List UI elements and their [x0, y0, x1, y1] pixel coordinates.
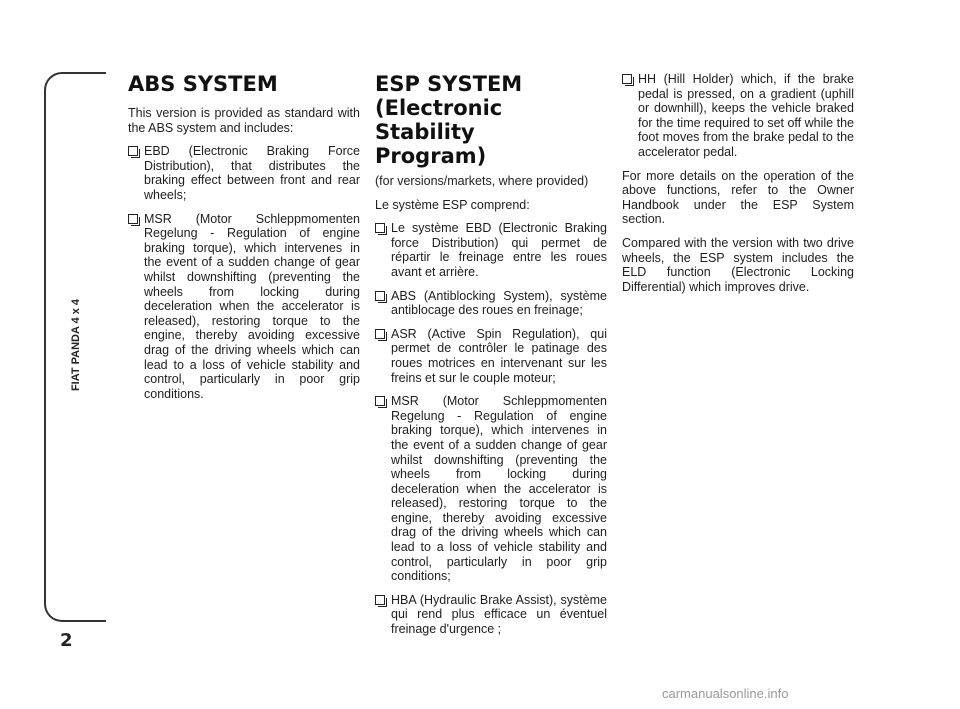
list-item: [128, 212, 360, 402]
list-item-text: HH (Hill Holder) which, if the brake pedal is pressed, on a gradient (uphill or downhill), keeps the vehicle braked for the time required to set off while the foot moves from the brake pedal to the accelerator pedal.: [638, 72, 854, 159]
checkbox-bullet-icon: [622, 74, 632, 84]
list-item-text: ASR (Active Spin Regulation), qui permet de contrôler le patinage des roues motrices en intervenant sur les freins et sur le couple moteur;: [391, 326, 607, 385]
list-item: [622, 72, 854, 160]
esp-intro: Le système ESP comprend:: [375, 197, 530, 212]
details-paragraph: For more details on the operation of the above functions, refer to the Owner Handbook under the ESP System section.: [622, 168, 854, 227]
esp-title-line: (Electronic Stability: [375, 96, 503, 144]
checkbox-bullet-icon: [128, 214, 138, 224]
checkbox-bullet-icon: [128, 146, 138, 156]
list-item-text: Le système EBD (Electronic Braking force Distribution) qui permet de répartir le freinage entre les roues avant et arrière.: [391, 221, 607, 279]
watermark: carmanualsonline.info: [662, 686, 789, 701]
abs-section: [128, 72, 360, 410]
side-label-text: FIAT PANDA 4 x 4: [70, 298, 82, 392]
esp-title-line: ESP SYSTEM: [375, 72, 523, 96]
esp-section: [375, 72, 607, 646]
checkbox-bullet-icon: [375, 329, 385, 339]
eld-paragraph: Compared with the version with two drive wheels, the ESP system includes the ELD function (Electronic Locking Differential) which improves drive.: [622, 235, 854, 294]
esp-title: [375, 72, 607, 168]
list-item: [375, 394, 607, 584]
abs-intro: This version is provided as standard with the ABS system and includes:: [128, 106, 360, 135]
checkbox-bullet-icon: [375, 223, 385, 233]
list-item: [128, 144, 360, 202]
esp-subtitle: (for versions/markets, where provided): [375, 174, 589, 188]
checkbox-bullet-icon: [375, 396, 385, 406]
list-item-text: HBA (Hydraulic Brake Assist), système qui rend plus efficace un éventuel freinage d'urgence ;: [391, 592, 607, 637]
list-item: [375, 327, 607, 385]
list-item: [375, 289, 607, 318]
list-item-text: MSR (Motor Schleppmomenten Regelung - Regulation of engine braking torque), which intervenes in the event of a sudden change of gear whilst downshifting (preventing the wheels from locking during deceleration when the accelerator is released), restoring torque to the engine, thereby avoiding excessive drag of the driving wheels which can lead to a loss of vehicle stability and control, particularly in poor grip conditions;: [391, 394, 607, 584]
list-item: [375, 221, 607, 279]
abs-title: ABS SYSTEM: [128, 72, 278, 96]
checkbox-bullet-icon: [375, 595, 385, 605]
list-item-text: ABS (Antiblocking System), système antiblocage des roues en freinage;: [391, 288, 607, 318]
list-item-text: MSR (Motor Schleppmomenten Regelung - Regulation of engine braking torque), which intervenes in the event of a sudden change of gear whilst downshifting (preventing the wheels from locking during deceleration when the accelerator is released), restoring torque to the engine, thereby avoiding excessive drag of the driving wheels which can lead to a loss of vehicle stability and control, particularly in poor grip conditions.: [144, 211, 360, 401]
checkbox-bullet-icon: [375, 291, 385, 301]
esp-title-line: Program): [375, 144, 487, 168]
list-item-text: EBD (Electronic Braking Force Distribution), that distributes the braking effect between front and rear wheels;: [144, 144, 360, 202]
list-item: [375, 593, 607, 637]
esp-continued-section: [622, 72, 854, 303]
page-number: 2: [60, 630, 73, 651]
